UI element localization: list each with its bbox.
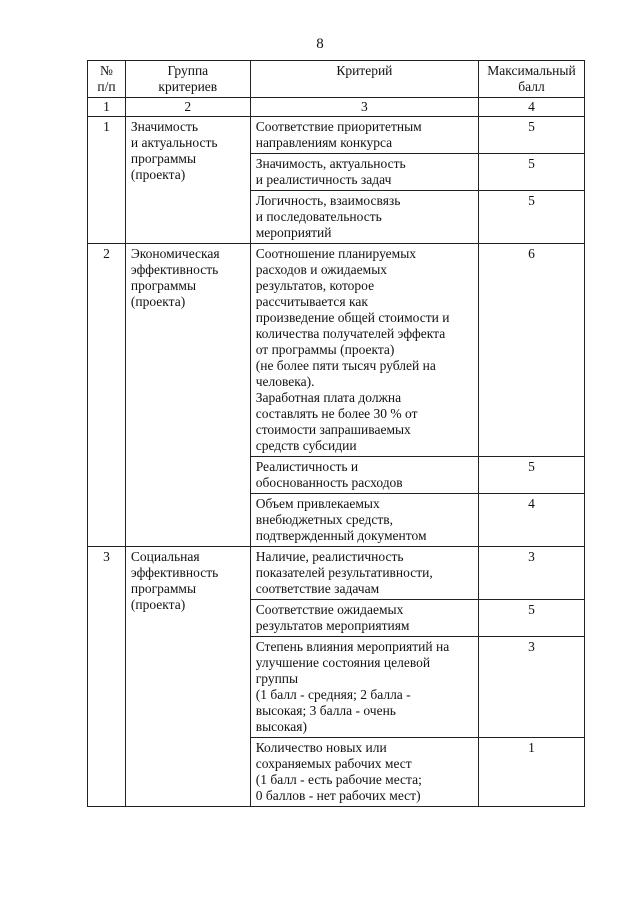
criterion-text: Объем привлекаемых внебюджетных средств, подтвержденный документом bbox=[250, 494, 478, 547]
header-group: Группа критериев bbox=[125, 61, 250, 98]
criterion-score: 3 bbox=[479, 547, 585, 600]
criterion-text: Количество новых или сохраняемых рабочих мест (1 балл - есть рабочие места; 0 баллов - нет рабочих мест) bbox=[250, 738, 478, 807]
criterion-score: 1 bbox=[479, 738, 585, 807]
criterion-text: Степень влияния мероприятий на улучшение состояния целевой группы (1 балл - средняя; 2 балла - высокая; 3 балла - очень высокая) bbox=[250, 637, 478, 738]
table-header-row bbox=[88, 61, 585, 98]
criterion-text: Соответствие ожидаемых результатов мероприятиям bbox=[250, 600, 478, 637]
criterion-text: Логичность, взаимосвязь и последовательность мероприятий bbox=[250, 191, 478, 244]
group-number: 2 bbox=[88, 244, 126, 547]
group-name: Экономическая эффективность программы (проекта) bbox=[125, 244, 250, 547]
criteria-table bbox=[87, 60, 585, 807]
header-number: № п/п bbox=[88, 61, 126, 98]
column-index: 3 bbox=[250, 98, 478, 117]
criterion-text: Значимость, актуальность и реалистичность задач bbox=[250, 154, 478, 191]
criterion-score: 5 bbox=[479, 191, 585, 244]
table-row bbox=[88, 117, 585, 154]
column-index: 1 bbox=[88, 98, 126, 117]
criterion-text: Наличие, реалистичность показателей результативности, соответствие задачам bbox=[250, 547, 478, 600]
table-row bbox=[88, 547, 585, 600]
table-row bbox=[88, 244, 585, 457]
column-index: 4 bbox=[479, 98, 585, 117]
header-criterion: Критерий bbox=[250, 61, 478, 98]
criterion-text: Реалистичность и обоснованность расходов bbox=[250, 457, 478, 494]
criterion-score: 5 bbox=[479, 154, 585, 191]
criterion-text: Соответствие приоритетным направлениям конкурса bbox=[250, 117, 478, 154]
criterion-score: 6 bbox=[479, 244, 585, 457]
column-index: 2 bbox=[125, 98, 250, 117]
criterion-text: Соотношение планируемых расходов и ожидаемых результатов, которое рассчитывается как произведение общей стоимости и количества получателей эффекта от программы (проекта) (не более пяти тысяч рублей на человека). Заработная плата должна составлять не более 30 % от стоимости запрашиваемых средств субсидии bbox=[250, 244, 478, 457]
group-number: 3 bbox=[88, 547, 126, 807]
criterion-score: 4 bbox=[479, 494, 585, 547]
group-name: Значимость и актуальность программы (проекта) bbox=[125, 117, 250, 244]
criterion-score: 3 bbox=[479, 637, 585, 738]
criterion-score: 5 bbox=[479, 117, 585, 154]
column-index-row bbox=[88, 98, 585, 117]
criterion-score: 5 bbox=[479, 457, 585, 494]
criterion-score: 5 bbox=[479, 600, 585, 637]
header-max-score: Максимальный балл bbox=[479, 61, 585, 98]
page-number: 8 bbox=[316, 36, 324, 52]
group-number: 1 bbox=[88, 117, 126, 244]
group-name: Социальная эффективность программы (проекта) bbox=[125, 547, 250, 807]
